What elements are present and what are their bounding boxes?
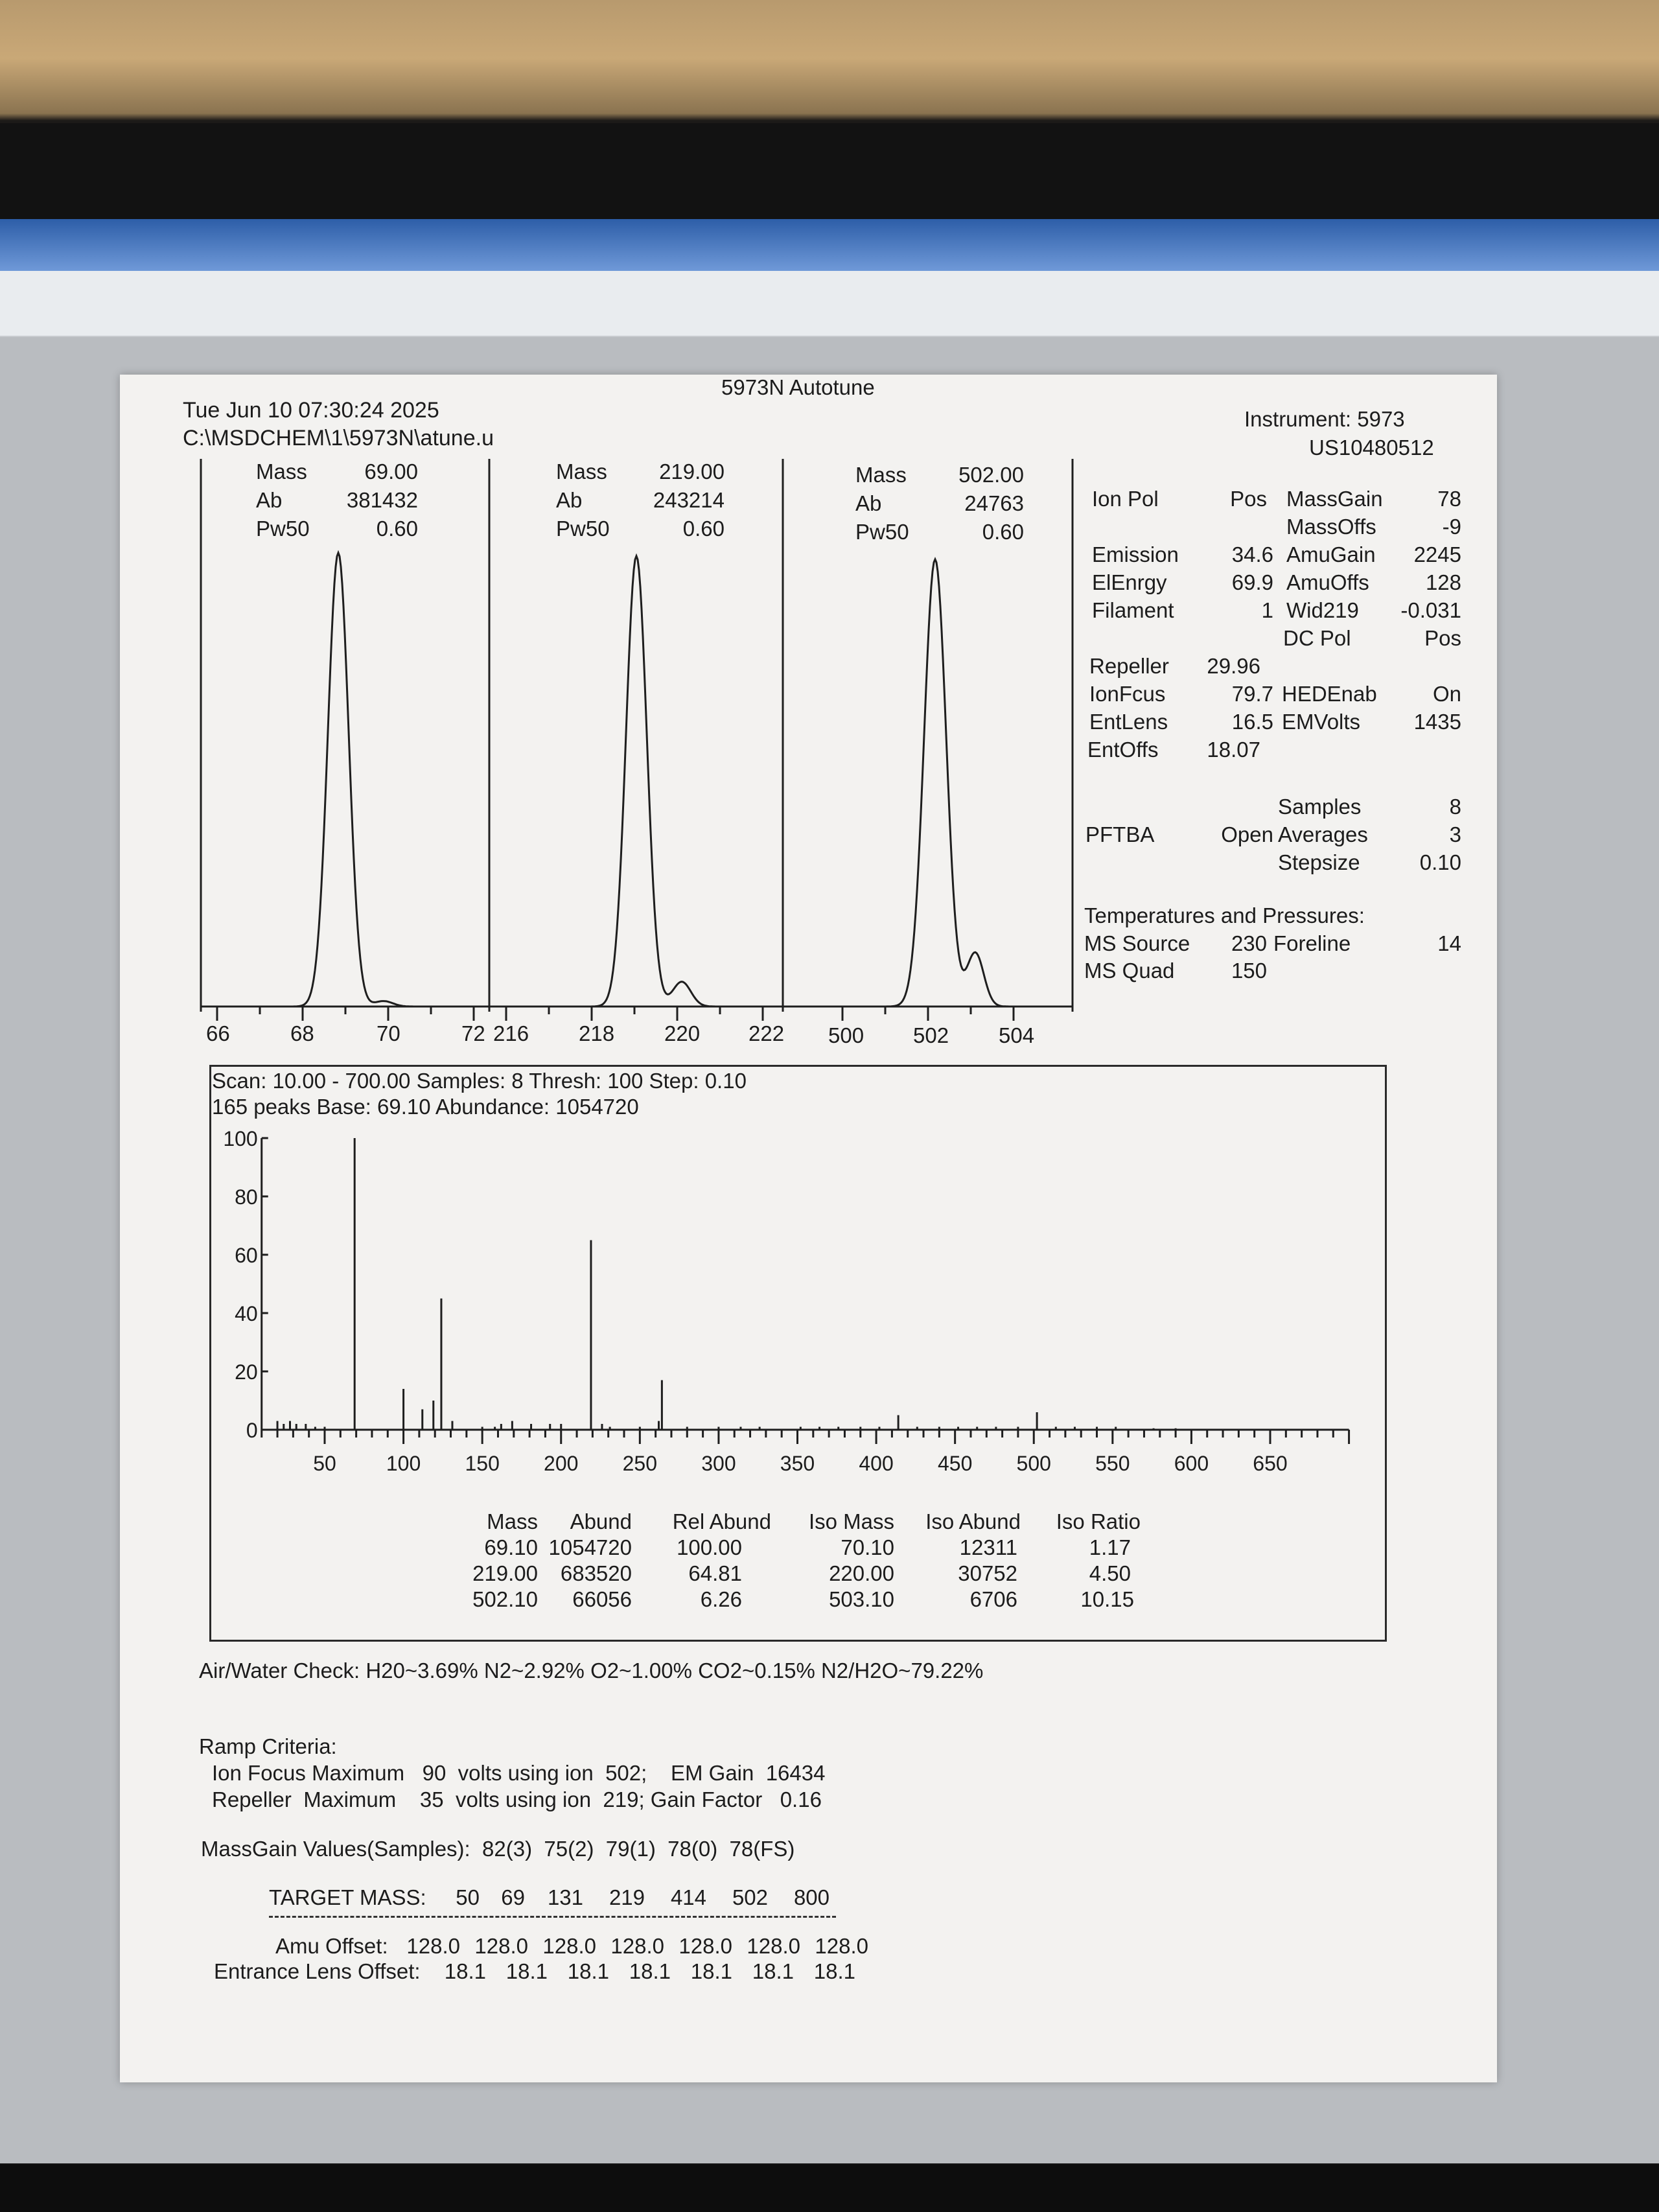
table-cell: 683520 bbox=[560, 1561, 632, 1585]
peak1-tick: 66 bbox=[206, 1021, 230, 1045]
y-tick-label: 100 bbox=[223, 1127, 258, 1150]
dashed-separator bbox=[269, 1916, 836, 1918]
param-value: On bbox=[1432, 682, 1461, 706]
param-label: IonFcus bbox=[1089, 682, 1166, 706]
param-label: HEDEnab bbox=[1282, 682, 1377, 706]
peak2-pw-label: Pw50 bbox=[556, 517, 610, 541]
entrance-lens-offset-value: 18.1 bbox=[690, 1959, 732, 1983]
amu-offset-value: 128.0 bbox=[406, 1934, 460, 1958]
table-cell: 64.81 bbox=[688, 1561, 742, 1585]
table-cell: 502.10 bbox=[472, 1587, 538, 1611]
param-label: MS Quad bbox=[1084, 959, 1175, 983]
peak1-tick: 70 bbox=[377, 1021, 400, 1045]
amu-offset-value: 128.0 bbox=[679, 1934, 732, 1958]
param-value: 78 bbox=[1437, 487, 1461, 511]
table-cell: 1054720 bbox=[548, 1535, 632, 1559]
table-header: Iso Abund bbox=[925, 1509, 1021, 1533]
target-mass-value: 69 bbox=[501, 1885, 525, 1909]
monitor-bezel-top bbox=[0, 123, 1659, 220]
amu-offset-value: 128.0 bbox=[542, 1934, 596, 1958]
param-label: Samples bbox=[1278, 795, 1362, 819]
amu-offset-value: 128.0 bbox=[815, 1934, 868, 1958]
param-label: ElEnrgy bbox=[1092, 570, 1167, 594]
peak3-tick: 500 bbox=[828, 1023, 864, 1047]
report-title: 5973N Autotune bbox=[721, 375, 875, 399]
peak1-pw: 0.60 bbox=[376, 517, 418, 541]
target-mass-value: 800 bbox=[793, 1885, 830, 1909]
spectrum-group bbox=[262, 1138, 1349, 1444]
entrance-lens-offset-value: 18.1 bbox=[752, 1959, 794, 1983]
peak2-tick: 220 bbox=[664, 1021, 701, 1045]
param-value: Open bbox=[1221, 822, 1273, 846]
peak3-ab-label: Ab bbox=[855, 491, 882, 515]
entrance-lens-offset-value: 18.1 bbox=[813, 1959, 855, 1983]
table-cell: 6.26 bbox=[700, 1587, 742, 1611]
table-cell: 4.50 bbox=[1089, 1561, 1131, 1585]
table-header: Iso Mass bbox=[808, 1509, 894, 1533]
peak3-tick: 504 bbox=[999, 1023, 1035, 1047]
temps-heading: Temperatures and Pressures: bbox=[1084, 903, 1365, 927]
x-tick-label: 600 bbox=[1174, 1452, 1209, 1475]
target-mass-label: TARGET MASS: bbox=[269, 1885, 426, 1909]
param-label: Filament bbox=[1092, 598, 1174, 622]
param-value: Pos bbox=[1424, 626, 1461, 650]
param-label: Repeller bbox=[1089, 654, 1169, 678]
param-label: Stepsize bbox=[1278, 850, 1360, 874]
x-tick-label: 150 bbox=[465, 1452, 500, 1475]
param-value: 3 bbox=[1449, 822, 1461, 846]
param-value: Pos bbox=[1230, 487, 1267, 511]
table-header: Rel Abund bbox=[672, 1509, 771, 1533]
peak1-ab: 381432 bbox=[346, 488, 418, 512]
param-label: EMVolts bbox=[1282, 710, 1361, 734]
peak2-tick: 222 bbox=[748, 1021, 785, 1045]
param-value: 14 bbox=[1437, 931, 1461, 955]
table-cell: 503.10 bbox=[829, 1587, 894, 1611]
x-tick-label: 550 bbox=[1095, 1452, 1130, 1475]
window-titlebar[interactable] bbox=[0, 219, 1659, 271]
y-tick-label: 0 bbox=[246, 1419, 258, 1442]
peak3-ab: 24763 bbox=[964, 491, 1024, 515]
peak3-mass-label: Mass bbox=[855, 463, 907, 487]
amu-offset-value: 128.0 bbox=[610, 1934, 664, 1958]
param-value: 8 bbox=[1449, 795, 1461, 819]
param-label: DC Pol bbox=[1283, 626, 1351, 650]
table-cell: 30752 bbox=[958, 1561, 1017, 1585]
param-value: 34.6 bbox=[1231, 542, 1273, 566]
param-label: EntLens bbox=[1089, 710, 1168, 734]
x-tick-label: 200 bbox=[544, 1452, 579, 1475]
y-tick-label: 20 bbox=[235, 1360, 258, 1384]
table-cell: 220.00 bbox=[829, 1561, 894, 1585]
monitor-bezel-bottom bbox=[0, 2165, 1659, 2212]
table-header: Mass bbox=[487, 1509, 538, 1533]
x-tick-label: 300 bbox=[701, 1452, 736, 1475]
table-cell: 1.17 bbox=[1089, 1535, 1131, 1559]
instrument-label: Instrument: 5973 bbox=[1244, 407, 1405, 431]
param-label: Foreline bbox=[1273, 931, 1351, 955]
peak2-tick: 216 bbox=[493, 1021, 529, 1045]
ramp-heading: Ramp Criteria: bbox=[199, 1734, 337, 1758]
param-label: EntOffs bbox=[1087, 738, 1159, 762]
instrument-serial: US10480512 bbox=[1309, 436, 1434, 460]
param-value: -0.031 bbox=[1400, 598, 1461, 622]
param-value: 0.10 bbox=[1419, 850, 1461, 874]
peak2-tick: 218 bbox=[579, 1021, 615, 1045]
param-value: 128 bbox=[1425, 570, 1461, 594]
x-tick-label: 450 bbox=[937, 1452, 973, 1475]
ramp-line-1: Ion Focus Maximum 90 volts using ion 502; EM Gain 16434 bbox=[212, 1761, 826, 1785]
target-mass-value: 414 bbox=[670, 1885, 706, 1909]
amu-offset-value: 128.0 bbox=[747, 1934, 800, 1958]
peak1-tick: 72 bbox=[461, 1021, 485, 1045]
peak1-mass-label: Mass bbox=[256, 460, 307, 483]
param-label: Averages bbox=[1278, 822, 1368, 846]
peak1-ab-label: Ab bbox=[256, 488, 283, 512]
table-header: Iso Ratio bbox=[1056, 1509, 1141, 1533]
param-value: -9 bbox=[1442, 515, 1461, 539]
target-mass-value: 50 bbox=[456, 1885, 480, 1909]
param-value: 16.5 bbox=[1231, 710, 1273, 734]
report-datetime: Tue Jun 10 07:30:24 2025 bbox=[183, 398, 439, 423]
param-value: 1435 bbox=[1413, 710, 1461, 734]
param-value: 230 bbox=[1231, 931, 1267, 955]
table-cell: 10.15 bbox=[1080, 1587, 1134, 1611]
background-wall bbox=[0, 0, 1659, 123]
param-label: PFTBA bbox=[1085, 822, 1155, 846]
param-value: 79.7 bbox=[1231, 682, 1273, 706]
peak2-pw: 0.60 bbox=[682, 517, 725, 541]
target-mass-value: 502 bbox=[732, 1885, 768, 1909]
param-label: Wid219 bbox=[1286, 598, 1359, 622]
peak3-pw: 0.60 bbox=[982, 520, 1024, 544]
report-filepath: C:\MSDCHEM\1\5973N\atune.u bbox=[183, 426, 494, 450]
param-value: 150 bbox=[1231, 959, 1267, 983]
x-tick-label: 250 bbox=[622, 1452, 658, 1475]
scan-spectrum-chart bbox=[120, 375, 1416, 1541]
param-label: AmuGain bbox=[1286, 542, 1376, 566]
peak1-tick: 68 bbox=[290, 1021, 314, 1045]
y-tick-label: 40 bbox=[235, 1302, 258, 1325]
table-cell: 66056 bbox=[572, 1587, 632, 1611]
param-label: AmuOffs bbox=[1286, 570, 1369, 594]
param-label: Emission bbox=[1092, 542, 1179, 566]
param-label: MassGain bbox=[1286, 487, 1383, 511]
peak3-tick: 502 bbox=[913, 1023, 949, 1047]
entrance-lens-offset-value: 18.1 bbox=[444, 1959, 486, 1983]
scan-info-line2: 165 peaks Base: 69.10 Abundance: 1054720 bbox=[212, 1095, 639, 1119]
x-tick-label: 350 bbox=[780, 1452, 815, 1475]
window-toolbar bbox=[0, 271, 1659, 337]
air-water-check: Air/Water Check: H20~3.69% N2~2.92% O2~1.00% CO2~0.15% N2/H2O~79.22% bbox=[199, 1659, 984, 1682]
table-cell: 100.00 bbox=[677, 1535, 742, 1559]
entrance-lens-offset-label: Entrance Lens Offset: bbox=[214, 1959, 421, 1983]
peak3-pw-label: Pw50 bbox=[855, 520, 909, 544]
param-label: MS Source bbox=[1084, 931, 1190, 955]
amu-offset-value: 128.0 bbox=[474, 1934, 528, 1958]
param-value: 69.9 bbox=[1231, 570, 1273, 594]
ramp-line-2: Repeller Maximum 35 volts using ion 219; Gain Factor 0.16 bbox=[212, 1787, 822, 1811]
entrance-lens-offset-value: 18.1 bbox=[567, 1959, 609, 1983]
table-cell: 6706 bbox=[969, 1587, 1017, 1611]
peak3-mass: 502.00 bbox=[958, 463, 1024, 487]
x-tick-label: 650 bbox=[1253, 1452, 1288, 1475]
peak2-ab-label: Ab bbox=[556, 488, 583, 512]
peak2-mass-label: Mass bbox=[556, 460, 607, 483]
table-header: Abund bbox=[570, 1509, 632, 1533]
param-label: MassOffs bbox=[1286, 515, 1376, 539]
param-label: Ion Pol bbox=[1092, 487, 1159, 511]
peak1-pw-label: Pw50 bbox=[256, 517, 310, 541]
y-tick-label: 60 bbox=[235, 1244, 258, 1267]
peak1-mass: 69.00 bbox=[364, 460, 418, 483]
table-cell: 219.00 bbox=[472, 1561, 538, 1585]
param-value: 18.07 bbox=[1207, 738, 1260, 762]
massgain-values: MassGain Values(Samples): 82(3) 75(2) 79(1) 78(0) 78(FS) bbox=[201, 1837, 795, 1861]
target-mass-value: 219 bbox=[609, 1885, 645, 1909]
param-value: 29.96 bbox=[1207, 654, 1260, 678]
entrance-lens-offset-value: 18.1 bbox=[505, 1959, 548, 1983]
x-tick-label: 100 bbox=[386, 1452, 421, 1475]
entrance-lens-offset-value: 18.1 bbox=[629, 1959, 671, 1983]
peak2-mass: 219.00 bbox=[659, 460, 725, 483]
peak2-ab: 243214 bbox=[653, 488, 725, 512]
x-tick-label: 400 bbox=[859, 1452, 894, 1475]
table-cell: 70.10 bbox=[841, 1535, 894, 1559]
param-value: 1 bbox=[1261, 598, 1273, 622]
x-tick-label: 500 bbox=[1016, 1452, 1051, 1475]
param-value: 2245 bbox=[1413, 542, 1461, 566]
table-cell: 69.10 bbox=[484, 1535, 538, 1559]
target-mass-value: 131 bbox=[547, 1885, 583, 1909]
autotune-report-page bbox=[120, 375, 1497, 2082]
table-cell: 12311 bbox=[959, 1535, 1017, 1559]
y-tick-label: 80 bbox=[235, 1185, 258, 1209]
scan-info-line1: Scan: 10.00 - 700.00 Samples: 8 Thresh: 100 Step: 0.10 bbox=[212, 1069, 747, 1093]
amu-offset-label: Amu Offset: bbox=[275, 1934, 388, 1958]
x-tick-label: 50 bbox=[313, 1452, 336, 1475]
